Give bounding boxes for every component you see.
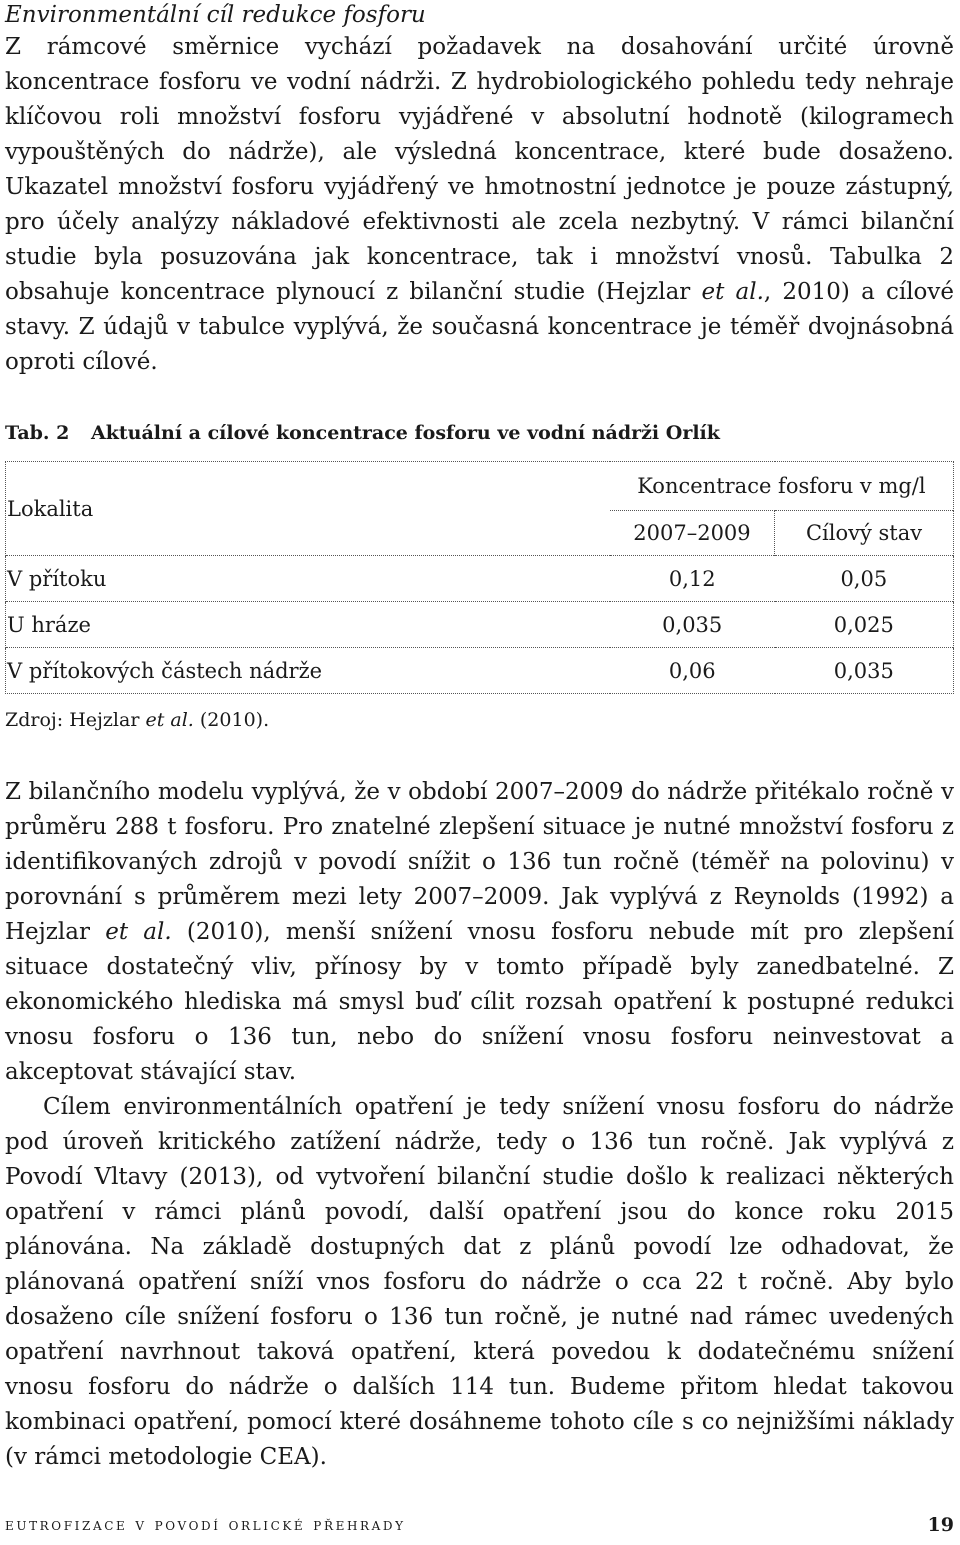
paragraph-2 — [5, 775, 954, 1090]
paragraph-2-text-b: (2010), menší snížení vnosu fosforu nebude mít pro zlepšení situace dostatečný vliv, přínosy by v tomto případě byly zanedbatelné. Z ekonomického hlediska má smysl buď cílit rozsah opatření k postupné redukci vnosu fosforu o 136 tun, nebo do snížení vnosu fosforu neinvestovat a akceptovat stávající stav. — [5, 919, 955, 1085]
section-intro — [5, 0, 954, 380]
source-text-b: (2010). — [199, 709, 270, 731]
body-text — [5, 775, 954, 1475]
source-etal: et al. — [145, 709, 194, 731]
table-caption-number: Tab. 2 — [5, 422, 70, 444]
paragraph-1-etal: et al. — [701, 279, 764, 305]
cell-location: V přítoku — [6, 556, 610, 602]
cell-current: 0,12 — [610, 556, 775, 602]
cell-target: 0,025 — [775, 602, 954, 648]
cell-location: U hráze — [6, 602, 610, 648]
table-source — [5, 707, 954, 733]
concentration-table — [5, 461, 954, 694]
table-row — [6, 602, 954, 648]
table-row — [6, 648, 954, 694]
header-target: Cílový stav — [775, 511, 954, 556]
header-location: Lokalita — [6, 462, 610, 556]
page-number: 19 — [927, 1514, 954, 1536]
paragraph-1 — [5, 30, 954, 380]
header-current: 2007–2009 — [610, 511, 775, 556]
running-title: eutrofizace v povodí orlické přehrady — [5, 1515, 406, 1535]
paragraph-2-text-a: Z bilančního modelu vyplývá, že v období 2007–2009 do nádrže přitékalo ročně v průměru 288 t fosforu. Pro znatelné zlepšení situace je nutné množství fosforu z identifikovaných zdrojů v povodí snížit o 136 tun ročně (téměř na polovinu) v porovnání s průměrem mezi lety 2007–2009. Jak vyplývá z Reynolds (1992) a Hejzlar — [5, 779, 954, 945]
paragraph-1-text-b: , 2010) a cílové stavy. Z údajů v tabulce vyplývá, že současná koncentrace je téměř dvojnásobná oproti cílové. — [5, 279, 954, 375]
paragraph-1-text-a: Z rámcové směrnice vychází požadavek na dosahování určité úrovně koncentrace fosforu ve vodní nádrži. Z hydrobiologického pohledu tedy nehraje klíčovou roli množství fosforu vyjádřené v absolutní hodnotě (kilogramech vypouštěných do nádrže), ale výsledná koncentrace, které bude dosaženo. Ukazatel množství fosforu vyjádřený ve hmotnostní jednotce je pouze zástupný, pro účely analýzy nákladové efektivnosti ale zcela nezbytný. V rámci bilanční studie byla posuzována jak koncentrace, tak i množství vnosů. Tabulka 2 obsahuje koncentrace plynoucí z bilanční studie (Hejzlar — [5, 34, 954, 305]
cell-current: 0,06 — [610, 648, 775, 694]
table-caption-title: Aktuální a cílové koncentrace fosforu ve vodní nádrži Orlík — [91, 422, 720, 444]
cell-current: 0,035 — [610, 602, 775, 648]
header-concentration-group: Koncentrace fosforu v mg/l — [610, 462, 954, 511]
cell-target: 0,035 — [775, 648, 954, 694]
table-header-row — [6, 462, 954, 511]
cell-location: V přítokových částech nádrže — [6, 648, 610, 694]
cell-target: 0,05 — [775, 556, 954, 602]
source-text-a: Zdroj: Hejzlar — [5, 709, 140, 731]
table-caption — [5, 419, 954, 447]
table-row — [6, 556, 954, 602]
paragraph-3: Cílem environmentálních opatření je tedy snížení vnosu fosforu do nádrže pod úroveň kritického zatížení nádrže, tedy o 136 tun ročně. Jak vyplývá z Povodí Vltavy (2013), od vytvoření bilanční studie došlo k realizaci některých opatření v rámci plánů povodí, další opatření jsou do konce roku 2015 plánována. Na základě dostupných dat z plánů povodí lze odhadovat, že plánovaná opatření sníží vnos fosforu do nádrže o cca 22 t ročně. Aby bylo dosaženo cíle snížení fosforu o 136 tun ročně, je nutné nad rámec uvedených opatření navrhnout taková opatření, která povedou k dodatečnému snížení vnosu fosforu do nádrže o dalších 114 tun. Budeme přitom hledat takovou kombinaci opatření, pomocí které dosáhneme tohoto cíle s co nejnižšími náklady (v rámci metodologie CEA). — [5, 1094, 954, 1470]
paragraph-2-etal: et al. — [105, 919, 172, 945]
section-heading: Environmentální cíl redukce fosforu — [5, 2, 426, 28]
